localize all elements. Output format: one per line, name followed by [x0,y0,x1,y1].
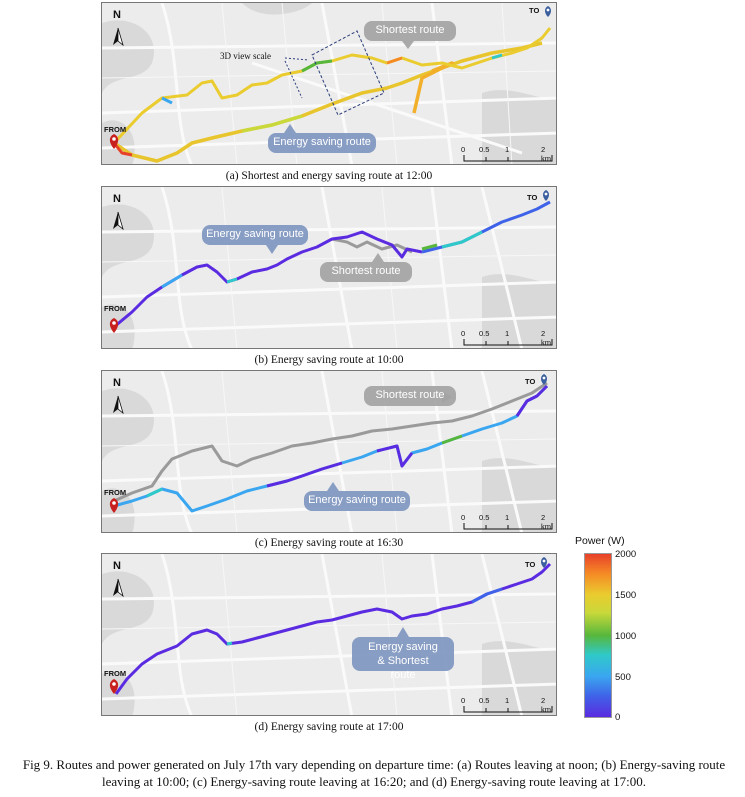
legend-tick-0: 0 [615,712,621,723]
north-label: N [113,9,121,21]
scale-label-2km: 2 km [541,513,551,531]
scale-label-0.5: 0.5 [479,145,490,154]
legend-colorbar [584,553,612,718]
map-c [102,371,557,533]
to-label: TO [527,193,538,202]
scale-label-0.5: 0.5 [479,513,490,522]
legend-tick-500: 500 [615,672,631,683]
from-label: FROM [104,125,127,134]
map-panel-b [101,186,557,349]
caption-b: (b) Energy saving route at 10:00 [254,354,404,366]
to-label: TO [525,377,536,386]
legend-tick-1000: 1000 [615,631,637,642]
caption-a: (a) Shortest and energy saving route at 12:00 [225,170,433,182]
callout-shortest-text: Shortest route [375,24,445,36]
legend-tick-1500: 1500 [615,590,637,601]
scale-label-0: 0 [461,329,466,338]
scale-label-0: 0 [461,145,466,154]
scale-label-0.5: 0.5 [479,696,490,705]
from-label: FROM [104,304,127,313]
map-d [102,554,557,716]
callout-energy-text: Energy saving route [308,494,406,506]
scale-label-2km: 2 km [541,329,551,347]
map-panel-d [101,553,557,716]
caption-d: (d) Energy saving route at 17:00 [254,721,404,733]
scale-label-1: 1 [505,145,510,154]
legend-tick-2000: 2000 [615,549,637,560]
scale-label-0: 0 [461,696,466,705]
scale-label-1: 1 [505,329,510,338]
north-label: N [113,560,121,572]
scale-label-0.5: 0.5 [479,329,490,338]
scale-label-1: 1 [505,696,510,705]
callout-combined-text: Energy saving & Shortest route [368,641,438,681]
from-label: FROM [104,488,127,497]
scale-label-2km: 2 km [541,145,551,163]
to-label: TO [529,6,540,15]
caption-c: (c) Energy saving route at 16:30 [254,537,404,549]
from-label: FROM [104,669,127,678]
scale-label-2km: 2 km [541,696,551,714]
map-panel-c [101,370,557,533]
north-label: N [113,193,121,205]
callout-energy-text: Energy saving route [273,136,371,148]
scale-label-0: 0 [461,513,466,522]
callout-shortest-text: Shortest route [375,389,445,401]
scale-label-1: 1 [505,513,510,522]
callout-energy-text: Energy saving route [206,228,304,240]
figure-caption: Fig 9. Routes and power generated on July 17th vary depending on departure time: (a) Routes leaving at noon; (b) Energy-saving route leaving at 10:00; (c) Energy-saving route leaving at 16:20; and (d) Energy-saving route leaving at 17:00. [22,757,726,789]
callout-shortest-text: Shortest route [331,265,401,277]
to-label: TO [525,560,536,569]
legend-title: Power (W) [575,535,625,547]
map-panel-a [101,2,557,165]
north-label: N [113,377,121,389]
annotation-3d-view-scale: 3D view scale [220,51,271,61]
